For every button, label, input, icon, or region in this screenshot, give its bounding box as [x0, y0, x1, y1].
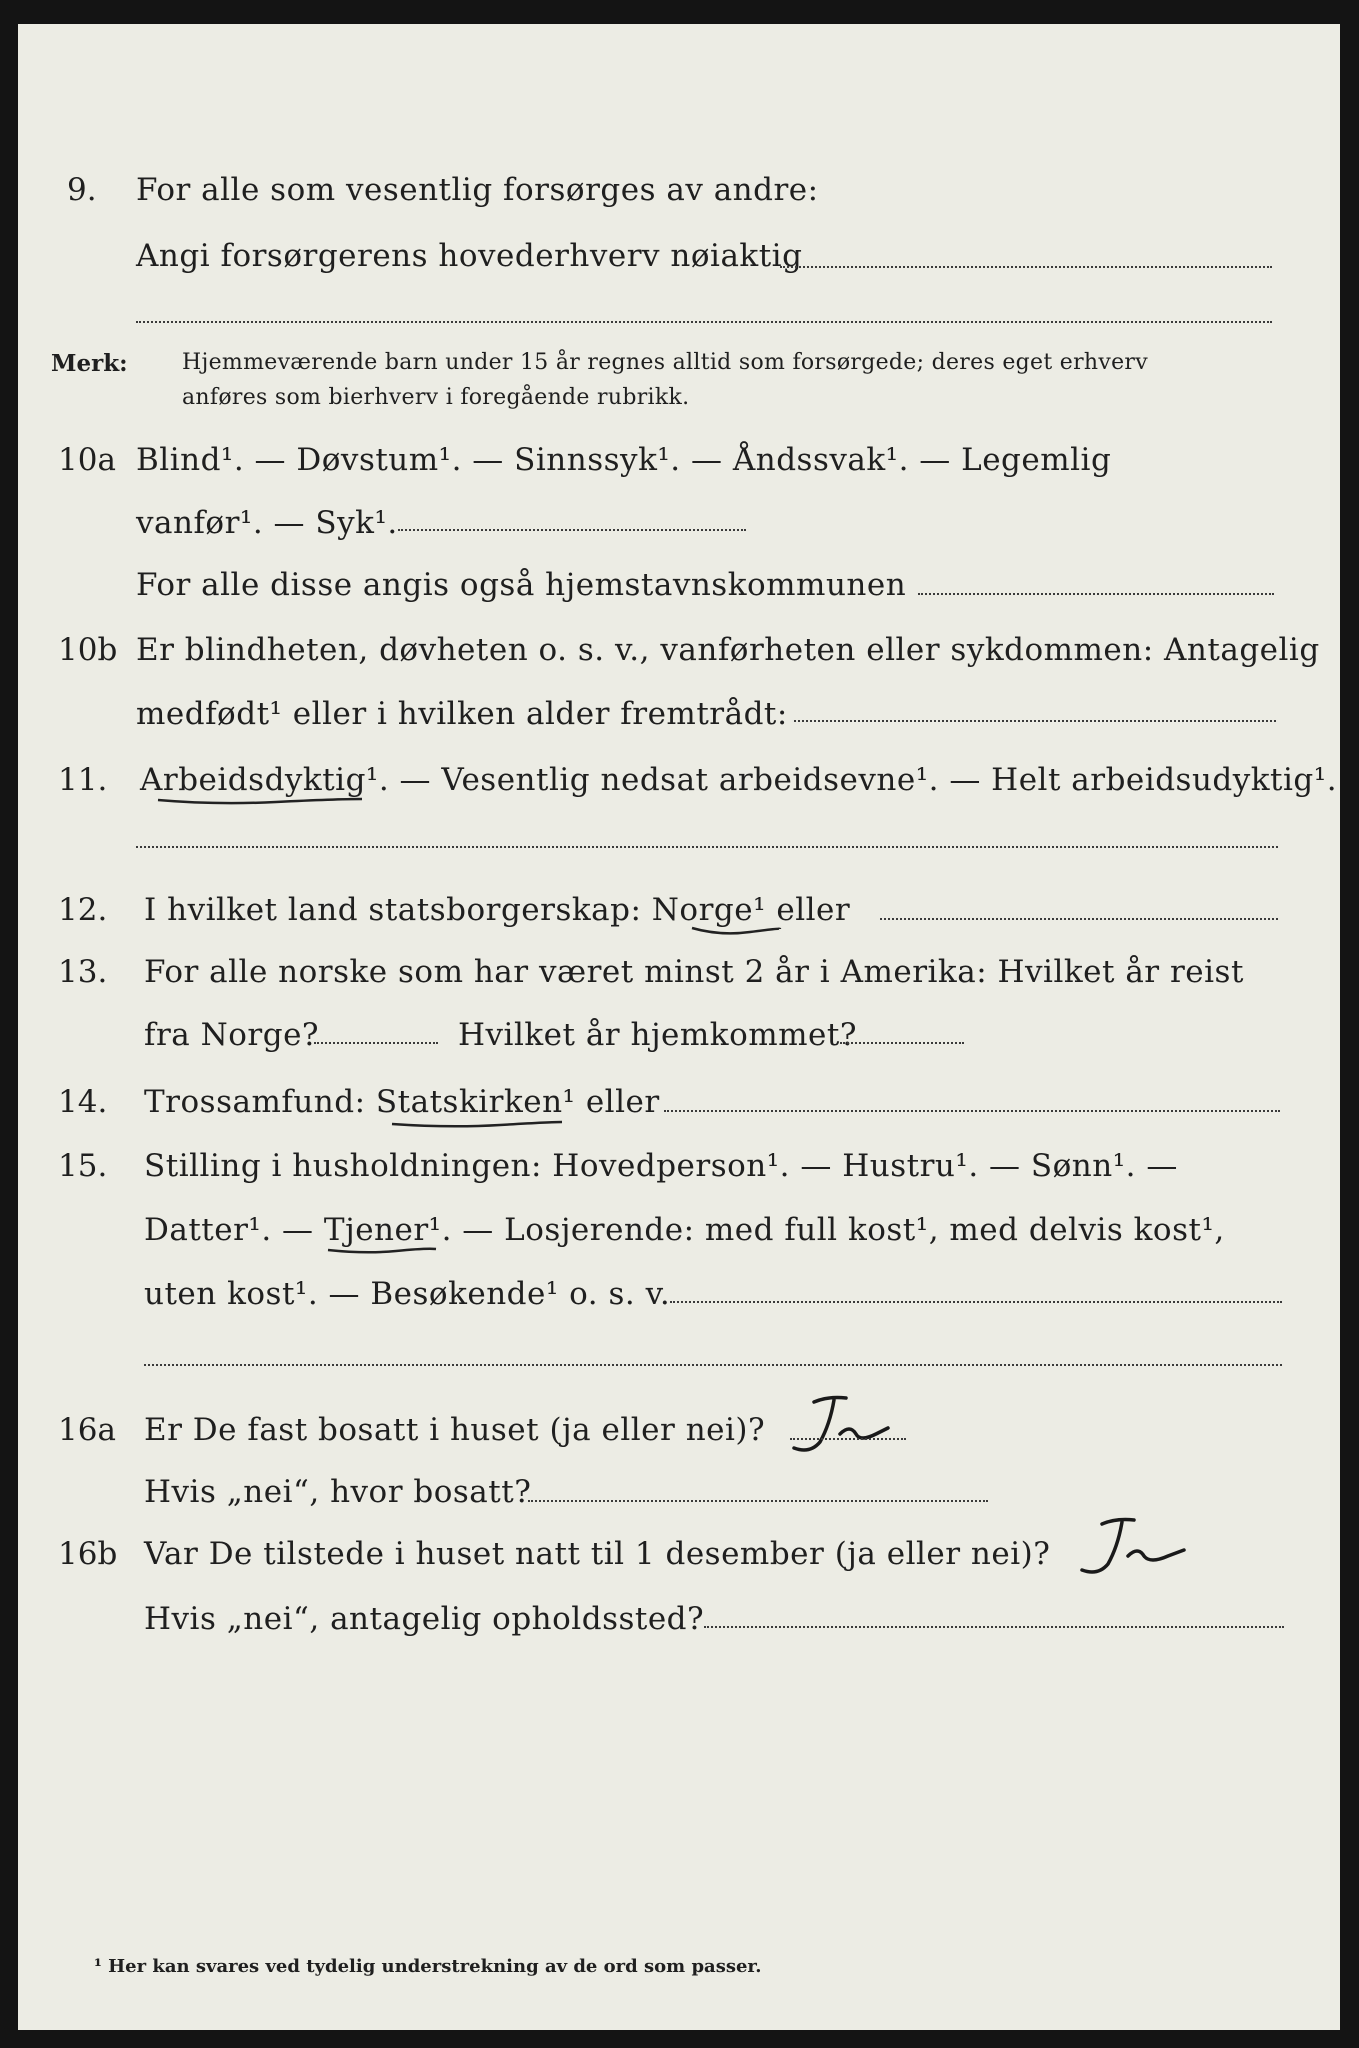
q14-handwritten-underline: [390, 1118, 564, 1132]
q16b-residence-line: [704, 1626, 1284, 1628]
q11-number: 11.: [58, 762, 108, 798]
merk-line2: anføres som bierhverv i foregående rubrikk.: [182, 385, 690, 410]
q16a-handwritten-answer: [780, 1394, 900, 1458]
census-form-page: [18, 24, 1340, 2030]
q13-number: 13.: [58, 954, 108, 990]
q15-line2: Datter¹. — Tjener¹. — Losjerende: med full kost¹, med delvis kost¹,: [144, 1212, 1225, 1248]
q16b-number: 16b: [58, 1536, 118, 1572]
q11-line1: Arbeidsdyktig¹. — Vesentlig nedsat arbeidsevne¹. — Helt arbeidsudyktig¹.: [140, 762, 1338, 798]
q9-answer-line-2: [136, 321, 1272, 323]
q16b-line2: Hvis „nei“, antagelig opholdssted?: [144, 1601, 705, 1637]
q15-number: 15.: [58, 1148, 108, 1184]
q10b-line2: medfødt¹ eller i hvilken alder fremtrådt:: [136, 696, 788, 732]
q13-line2-right: Hvilket år hjemkommet?: [458, 1017, 857, 1053]
q13-return-line: [840, 1042, 964, 1044]
q10a-line1: Blind¹. — Døvstum¹. — Sinnssyk¹. — Åndssvak¹. — Legemlig: [136, 442, 1112, 478]
q16a-line2: Hvis „nei“, hvor bosatt?: [144, 1474, 532, 1510]
q16a-line1: Er De fast bosatt i huset (ja eller nei)?: [144, 1412, 766, 1448]
q13-line1: For alle norske som har været minst 2 år i Amerika: Hvilket år reist: [144, 954, 1244, 990]
merk-line1: Hjemmeværende barn under 15 år regnes alltid som forsørgede; deres eget erhverv: [182, 350, 1148, 375]
q16a-answer-line: [790, 1438, 906, 1440]
q12-handwritten-underline: [690, 924, 782, 938]
q12-number: 12.: [58, 892, 108, 928]
q14-line1: Trossamfund: Statskirken¹ eller: [144, 1084, 660, 1120]
q12-line1: I hvilket land statsborgerskap: Norge¹ eller: [144, 892, 851, 928]
q9-line2: Angi forsørgerens hovederhverv nøiaktig: [136, 238, 803, 274]
q13-line2-left: fra Norge?: [144, 1017, 320, 1053]
q15-handwritten-underline: [326, 1244, 438, 1258]
q10b-number: 10b: [58, 632, 118, 668]
q10a-number: 10a: [58, 442, 116, 478]
q9-line1: For alle som vesentlig forsørges av andre:: [136, 172, 819, 208]
q10b-answer-line: [794, 720, 1276, 722]
q10a-line2: vanfør¹. — Syk¹.: [136, 505, 398, 541]
q10a-answer-line: [398, 529, 746, 531]
q10a-line3: For alle disse angis også hjemstavnskommunen: [136, 567, 907, 603]
q15-line3: uten kost¹. — Besøkende¹ o. s. v.: [144, 1276, 671, 1312]
q16b-line1: Var De tilstede i huset natt til 1 desember (ja eller nei)?: [144, 1536, 1051, 1572]
q10a-home-line: [918, 593, 1274, 595]
footnote: ¹ Her kan svares ved tydelig understrekning av de ord som passer.: [94, 1956, 762, 1977]
q11-handwritten-underline: [156, 794, 366, 808]
q15-answer-line: [670, 1301, 1282, 1303]
q15-line1: Stilling i husholdningen: Hovedperson¹. — Hustru¹. — Sønn¹. —: [144, 1148, 1178, 1184]
q16a-number: 16a: [58, 1412, 116, 1448]
q16a-residence-line: [528, 1500, 988, 1502]
q15-answer-line-2: [144, 1364, 1282, 1366]
q12-answer-line: [880, 918, 1278, 920]
q16b-handwritten-answer: [1068, 1516, 1198, 1580]
q14-number: 14.: [58, 1084, 108, 1120]
q14-answer-line: [664, 1110, 1280, 1112]
q13-departure-line: [314, 1042, 438, 1044]
q9-answer-line: [780, 266, 1272, 268]
q11-answer-line: [136, 846, 1278, 848]
merk-label: Merk:: [51, 350, 128, 377]
q10b-line1: Er blindheten, døvheten o. s. v., vanførheten eller sykdommen: Antagelig: [136, 632, 1320, 668]
q9-number: 9.: [67, 172, 97, 208]
